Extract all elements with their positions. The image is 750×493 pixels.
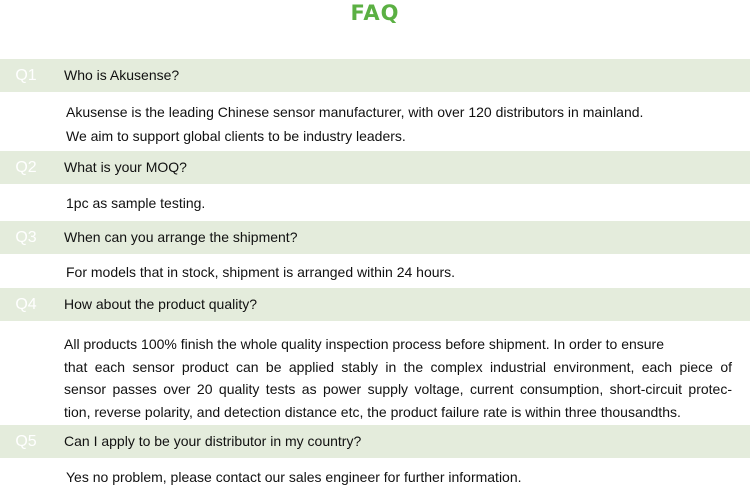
question-text: When can you arrange the shipment? (64, 229, 298, 245)
faq-question-5 (0, 425, 750, 458)
question-text: Who is Akusense? (64, 67, 180, 83)
question-number: Q2 (15, 159, 37, 176)
question-text: How about the product quality? (64, 296, 258, 312)
faq-answer-4-line-1: All products 100% finish the whole quality inspection process before shipment. In order to ensure (64, 336, 665, 352)
faq-answer-4-line-4: tion, reverse polarity, and detection distance etc, the product failure rate is within three thousandths. (64, 403, 681, 420)
faq-question-3 (0, 221, 750, 254)
faq-answer-2-line-1: 1pc as sample testing. (66, 195, 206, 211)
faq-answer-4-line-3: sensor passes over 20 quality tests as power supply voltage, current consumption, short-circuit protec- (64, 381, 732, 397)
faq-question-1 (0, 59, 750, 92)
question-number: Q3 (15, 229, 37, 246)
faq-answer-3-line-1: For models that in stock, shipment is arranged within 24 hours. (66, 264, 456, 280)
faq-question-4 (0, 288, 750, 321)
faq-answer-5-line-1: Yes no problem, please contact our sales engineer for further information. (66, 469, 522, 485)
question-number: Q5 (15, 433, 37, 450)
page-title: FAQ (350, 1, 400, 25)
faq-answer-4-line-2: that each sensor product can be applied stably in the complex industrial environment, each piece of (64, 358, 732, 375)
faq-question-2 (0, 151, 750, 184)
question-number: Q1 (15, 67, 37, 84)
faq-answer-1-line-2: We aim to support global clients to be industry leaders. (66, 128, 406, 144)
faq-answer-4 (64, 333, 732, 423)
question-text: Can I apply to be your distributor in my country? (64, 433, 362, 449)
faq-answer-1-line-1: Akusense is the leading Chinese sensor manufacturer, with over 120 distributors in mainland. (66, 104, 644, 120)
question-number: Q4 (15, 296, 37, 313)
question-text: What is your MOQ? (64, 159, 187, 175)
